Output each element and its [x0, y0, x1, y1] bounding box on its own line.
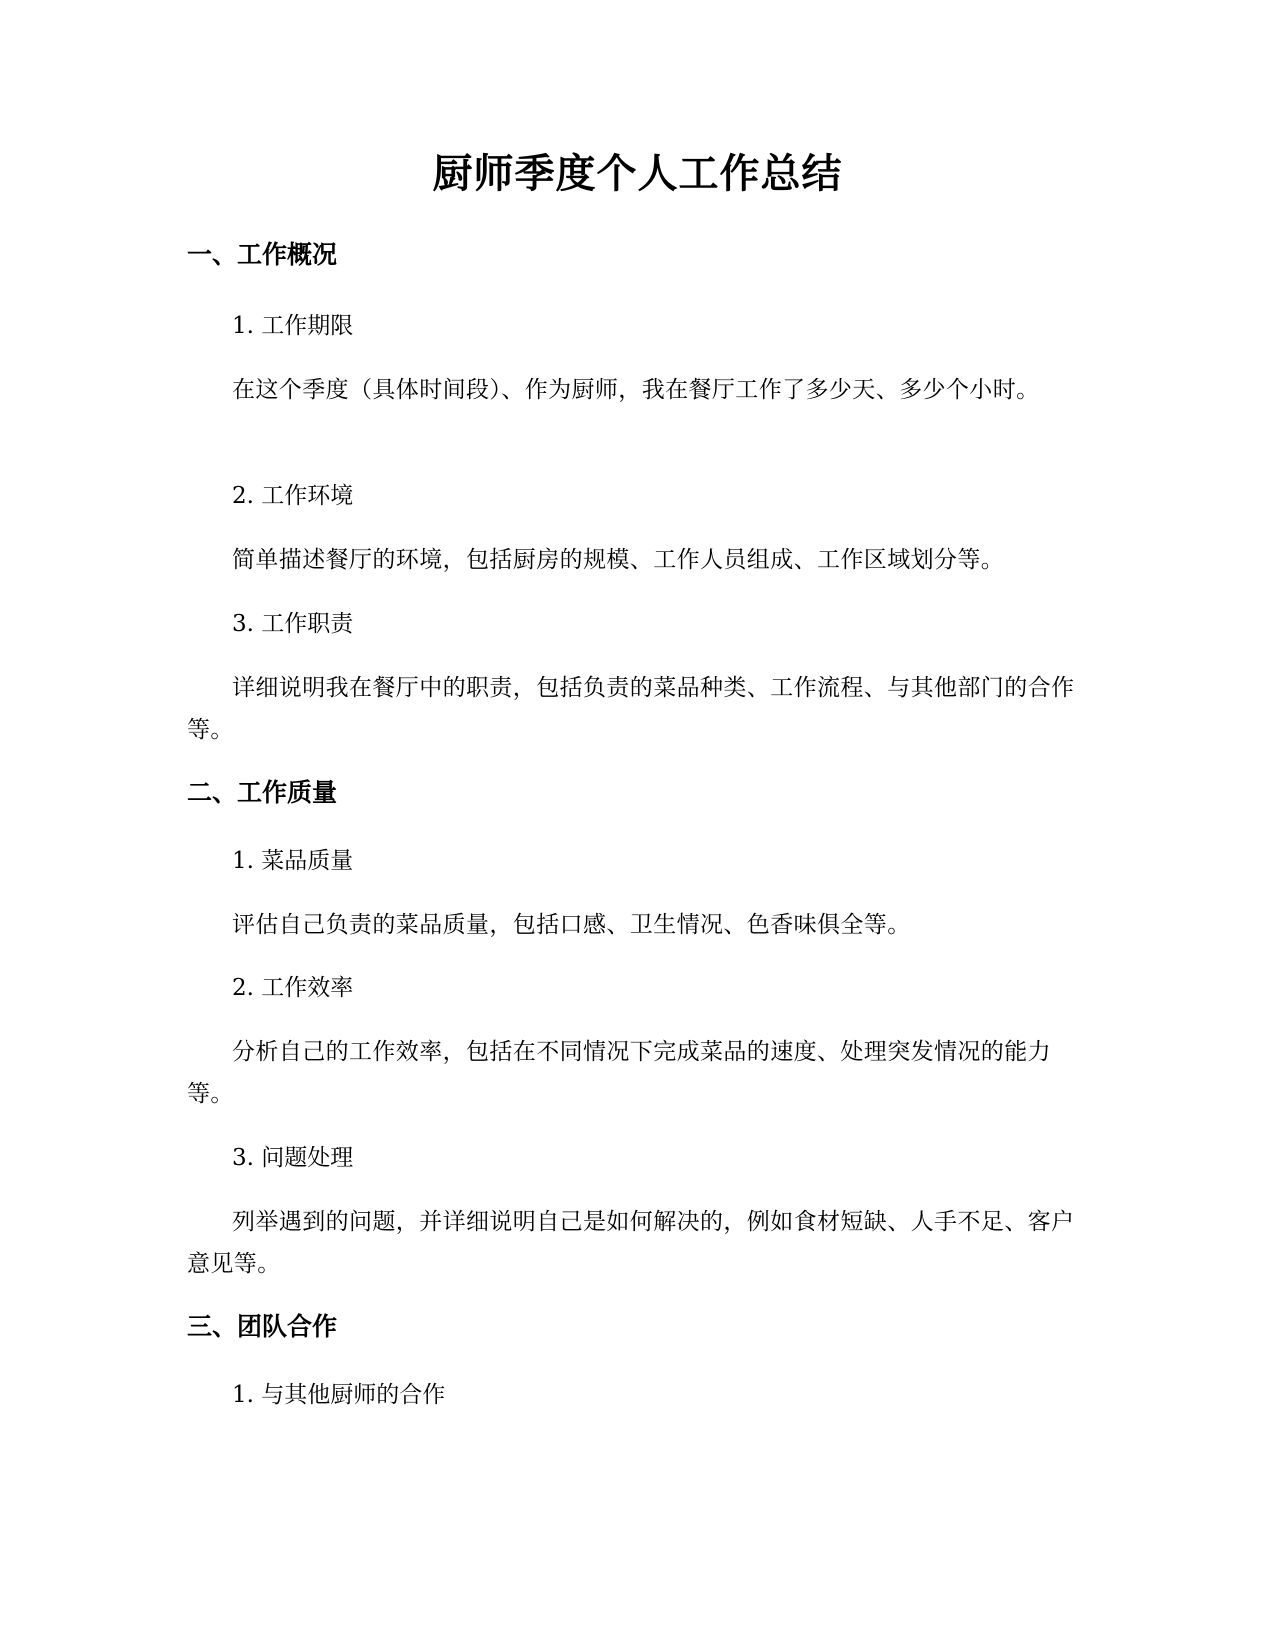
- paragraph: 列举遇到的问题，并详细说明自己是如何解决的，例如食材短缺、人手不足、客户意见等。: [187, 1209, 1075, 1277]
- subheading: 3. 工作职责: [232, 611, 354, 637]
- document-title: 厨师季度个人工作总结: [432, 151, 843, 197]
- subheading: 1. 与其他厨师的合作: [232, 1382, 446, 1408]
- subheading: 2. 工作效率: [232, 975, 354, 1001]
- paragraph: 简单描述餐厅的环境，包括厨房的规模、工作人员组成、工作区域划分等。: [232, 547, 1005, 573]
- paragraph: 分析自己的工作效率，包括在不同情况下完成菜品的速度、处理突发情况的能力等。: [187, 1039, 1051, 1107]
- subheading: 2. 工作环境: [232, 483, 354, 509]
- section-heading: 三、团队合作: [187, 1312, 338, 1341]
- paragraph: 评估自己负责的菜品质量，包括口感、卫生情况、色香味俱全等。: [232, 912, 911, 938]
- subheading: 3. 问题处理: [232, 1145, 354, 1171]
- section-heading: 一、工作概况: [187, 240, 338, 269]
- subheading: 1. 工作期限: [232, 313, 354, 339]
- subheading: 1. 菜品质量: [232, 848, 354, 874]
- paragraph: 在这个季度（具体时间段）、作为厨师，我在餐厅工作了多少天、多少个小时。: [232, 377, 1040, 403]
- paragraph: 详细说明我在餐厅中的职责，包括负责的菜品种类、工作流程、与其他部门的合作等。: [187, 675, 1075, 743]
- section-heading: 二、工作质量: [187, 778, 338, 807]
